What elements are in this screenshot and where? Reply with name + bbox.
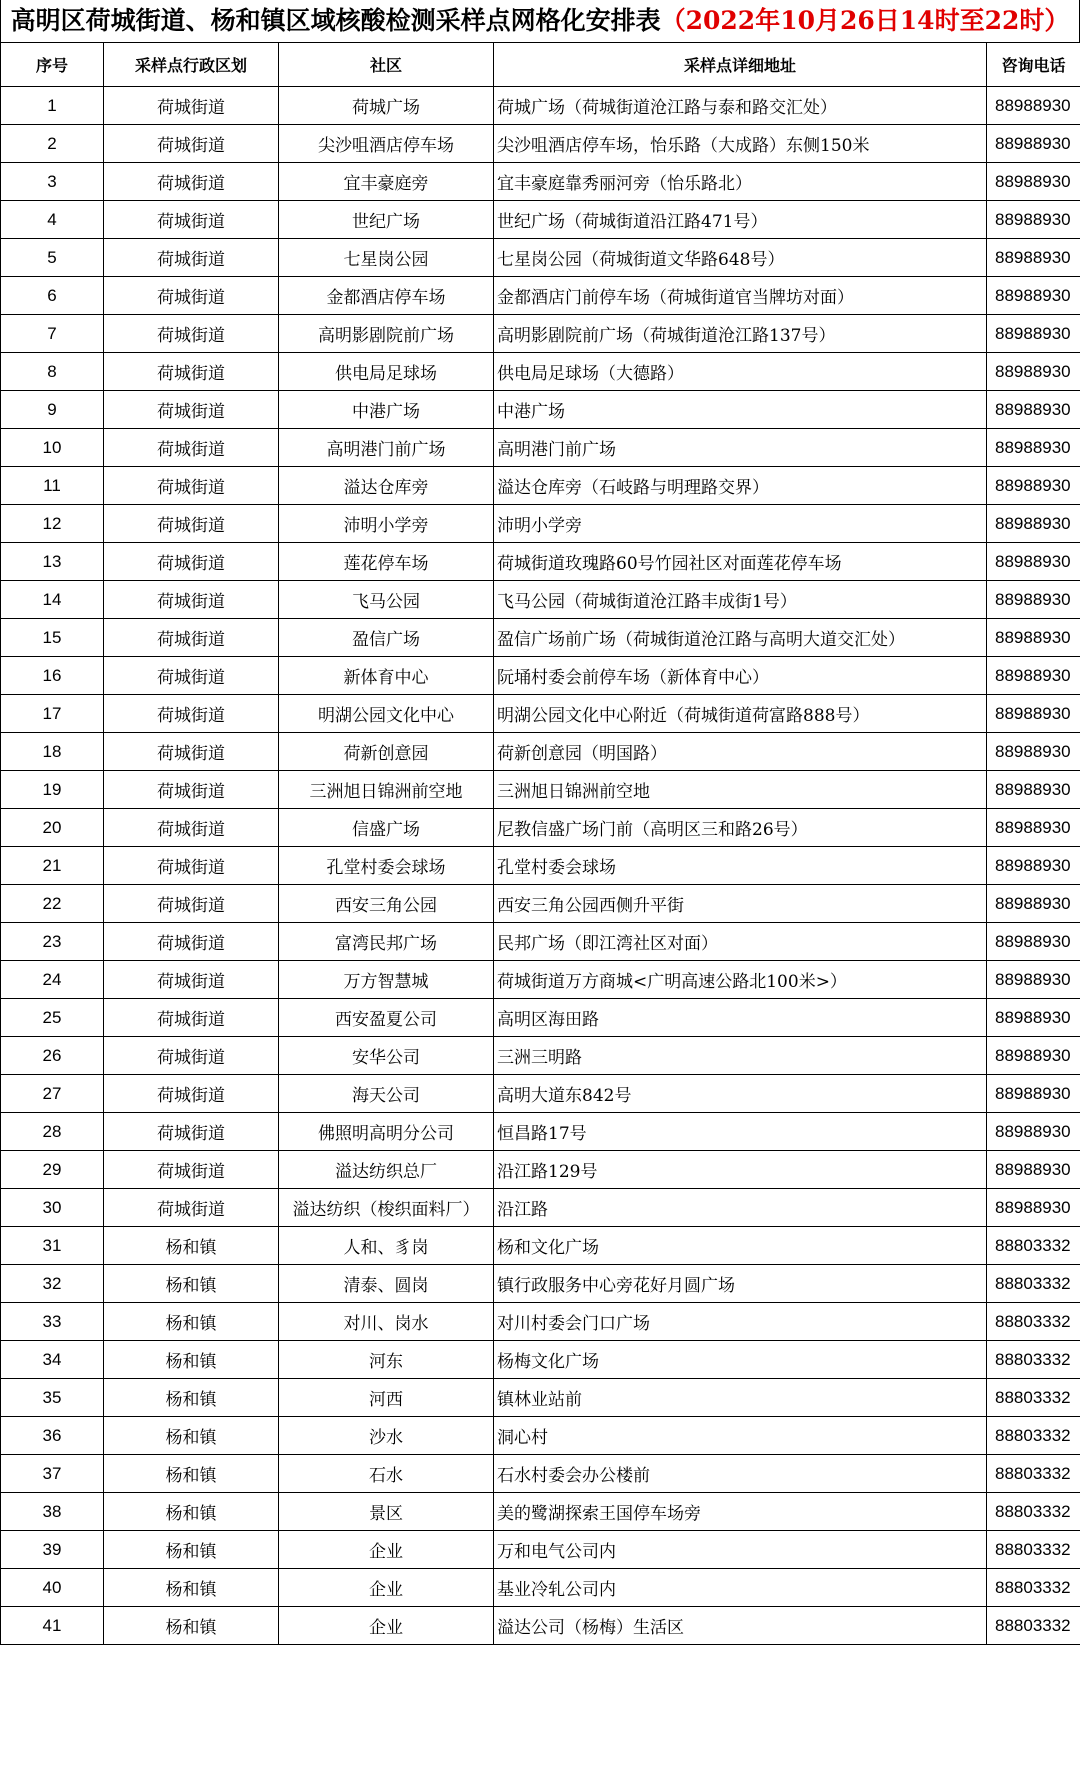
table-row [1, 277, 1080, 315]
row-district: 杨和镇 [104, 1379, 279, 1417]
row-address: 西安三角公园西侧升平街 [494, 885, 987, 923]
row-index: 9 [1, 391, 104, 429]
row-address: 供电局足球场（大德路） [494, 353, 987, 391]
row-address: 溢达仓库旁（石岐路与明理路交界） [494, 467, 987, 505]
row-district: 荷城街道 [104, 125, 279, 163]
row-index: 27 [1, 1075, 104, 1113]
row-index: 37 [1, 1455, 104, 1493]
table-row [1, 239, 1080, 277]
row-district: 荷城街道 [104, 201, 279, 239]
table-row [1, 695, 1080, 733]
row-phone: 88988930 [987, 125, 1080, 163]
row-address: 溢达公司（杨梅）生活区 [494, 1607, 987, 1645]
row-phone: 88988930 [987, 315, 1080, 353]
row-district: 荷城街道 [104, 847, 279, 885]
table-row [1, 1265, 1080, 1303]
row-index: 20 [1, 809, 104, 847]
row-district: 荷城街道 [104, 315, 279, 353]
row-phone: 88988930 [987, 581, 1080, 619]
row-phone: 88988930 [987, 847, 1080, 885]
row-phone: 88803332 [987, 1379, 1080, 1417]
row-address: 高明大道东842号 [494, 1075, 987, 1113]
table-row [1, 657, 1080, 695]
row-address: 民邦广场（即江湾社区对面） [494, 923, 987, 961]
row-address: 美的鹭湖探索王国停车场旁 [494, 1493, 987, 1531]
row-index: 16 [1, 657, 104, 695]
row-community: 荷城广场 [279, 87, 494, 125]
row-phone: 88988930 [987, 657, 1080, 695]
row-index: 31 [1, 1227, 104, 1265]
row-community: 飞马公园 [279, 581, 494, 619]
row-index: 32 [1, 1265, 104, 1303]
header-community: 社区 [279, 43, 494, 87]
table-row [1, 1075, 1080, 1113]
page-title [0, 0, 1080, 42]
row-district: 荷城街道 [104, 277, 279, 315]
row-index: 15 [1, 619, 104, 657]
table-row [1, 733, 1080, 771]
row-phone: 88988930 [987, 1151, 1080, 1189]
row-community: 盈信广场 [279, 619, 494, 657]
table-row [1, 391, 1080, 429]
row-index: 5 [1, 239, 104, 277]
header-district: 采样点行政区划 [104, 43, 279, 87]
table-row [1, 1607, 1080, 1645]
row-index: 41 [1, 1607, 104, 1645]
row-community: 清泰、圆岗 [279, 1265, 494, 1303]
row-community: 富湾民邦广场 [279, 923, 494, 961]
row-phone: 88803332 [987, 1569, 1080, 1607]
row-phone: 88988930 [987, 1189, 1080, 1227]
table-row [1, 1379, 1080, 1417]
table-row [1, 999, 1080, 1037]
row-phone: 88803332 [987, 1265, 1080, 1303]
row-phone: 88988930 [987, 961, 1080, 999]
row-district: 荷城街道 [104, 1037, 279, 1075]
row-address: 尖沙咀酒店停车场，怡乐路（大成路）东侧150米 [494, 125, 987, 163]
row-district: 荷城街道 [104, 1189, 279, 1227]
row-community: 七星岗公园 [279, 239, 494, 277]
row-district: 荷城街道 [104, 961, 279, 999]
row-district: 杨和镇 [104, 1455, 279, 1493]
row-district: 荷城街道 [104, 581, 279, 619]
row-index: 6 [1, 277, 104, 315]
table-row [1, 1569, 1080, 1607]
table-row [1, 543, 1080, 581]
row-community: 孔堂村委会球场 [279, 847, 494, 885]
row-community: 溢达纺织总厂 [279, 1151, 494, 1189]
row-community: 高明影剧院前广场 [279, 315, 494, 353]
row-community: 石水 [279, 1455, 494, 1493]
row-district: 荷城街道 [104, 505, 279, 543]
row-community: 溢达仓库旁 [279, 467, 494, 505]
row-community: 莲花停车场 [279, 543, 494, 581]
row-district: 荷城街道 [104, 429, 279, 467]
row-community: 海天公司 [279, 1075, 494, 1113]
row-address: 七星岗公园（荷城街道文华路648号） [494, 239, 987, 277]
table-row [1, 809, 1080, 847]
row-community: 河西 [279, 1379, 494, 1417]
row-index: 38 [1, 1493, 104, 1531]
row-phone: 88803332 [987, 1531, 1080, 1569]
table-row [1, 505, 1080, 543]
row-index: 33 [1, 1303, 104, 1341]
row-phone: 88803332 [987, 1493, 1080, 1531]
table-row [1, 467, 1080, 505]
row-district: 荷城街道 [104, 1113, 279, 1151]
row-index: 8 [1, 353, 104, 391]
row-community: 万方智慧城 [279, 961, 494, 999]
row-district: 荷城街道 [104, 733, 279, 771]
row-district: 荷城街道 [104, 809, 279, 847]
row-address: 阮埇村委会前停车场（新体育中心） [494, 657, 987, 695]
row-phone: 88988930 [987, 543, 1080, 581]
row-community: 高明港门前广场 [279, 429, 494, 467]
row-phone: 88803332 [987, 1341, 1080, 1379]
row-index: 1 [1, 87, 104, 125]
table-row [1, 1151, 1080, 1189]
row-index: 17 [1, 695, 104, 733]
row-phone: 88988930 [987, 771, 1080, 809]
table-row [1, 1455, 1080, 1493]
row-district: 荷城街道 [104, 543, 279, 581]
row-district: 荷城街道 [104, 923, 279, 961]
row-community: 人和、豸岗 [279, 1227, 494, 1265]
table-row [1, 353, 1080, 391]
table-row [1, 87, 1080, 125]
row-phone: 88988930 [987, 467, 1080, 505]
table-row [1, 315, 1080, 353]
row-phone: 88988930 [987, 505, 1080, 543]
row-district: 杨和镇 [104, 1227, 279, 1265]
row-district: 荷城街道 [104, 619, 279, 657]
row-index: 36 [1, 1417, 104, 1455]
row-phone: 88988930 [987, 163, 1080, 201]
row-address: 盈信广场前广场（荷城街道沧江路与高明大道交汇处） [494, 619, 987, 657]
row-address: 高明港门前广场 [494, 429, 987, 467]
row-index: 34 [1, 1341, 104, 1379]
row-index: 11 [1, 467, 104, 505]
row-address: 洞心村 [494, 1417, 987, 1455]
row-district: 荷城街道 [104, 771, 279, 809]
row-phone: 88988930 [987, 277, 1080, 315]
row-address: 荷城街道玫瑰路60号竹园社区对面莲花停车场 [494, 543, 987, 581]
table-row [1, 1037, 1080, 1075]
row-district: 杨和镇 [104, 1265, 279, 1303]
row-address: 荷城广场（荷城街道沧江路与泰和路交汇处） [494, 87, 987, 125]
row-index: 10 [1, 429, 104, 467]
row-index: 3 [1, 163, 104, 201]
row-community: 安华公司 [279, 1037, 494, 1075]
row-phone: 88988930 [987, 1037, 1080, 1075]
row-index: 29 [1, 1151, 104, 1189]
row-index: 30 [1, 1189, 104, 1227]
row-address: 恒昌路17号 [494, 1113, 987, 1151]
table-row [1, 201, 1080, 239]
row-phone: 88988930 [987, 619, 1080, 657]
row-phone: 88988930 [987, 87, 1080, 125]
row-community: 明湖公园文化中心 [279, 695, 494, 733]
row-index: 7 [1, 315, 104, 353]
row-phone: 88988930 [987, 885, 1080, 923]
table-row [1, 1417, 1080, 1455]
row-address: 基业冷轧公司内 [494, 1569, 987, 1607]
row-address: 荷城街道万方商城<广明高速公路北100米>） [494, 961, 987, 999]
row-address: 尼教信盛广场门前（高明区三和路26号） [494, 809, 987, 847]
table-row [1, 125, 1080, 163]
row-district: 杨和镇 [104, 1607, 279, 1645]
row-phone: 88803332 [987, 1607, 1080, 1645]
row-community: 宜丰豪庭旁 [279, 163, 494, 201]
row-community: 企业 [279, 1607, 494, 1645]
row-address: 沿江路129号 [494, 1151, 987, 1189]
table-row [1, 1113, 1080, 1151]
row-district: 荷城街道 [104, 353, 279, 391]
row-index: 12 [1, 505, 104, 543]
row-address: 明湖公园文化中心附近（荷城街道荷富路888号） [494, 695, 987, 733]
row-index: 26 [1, 1037, 104, 1075]
row-community: 金都酒店停车场 [279, 277, 494, 315]
row-community: 信盛广场 [279, 809, 494, 847]
row-phone: 88988930 [987, 429, 1080, 467]
row-community: 尖沙咀酒店停车场 [279, 125, 494, 163]
row-address: 孔堂村委会球场 [494, 847, 987, 885]
row-index: 13 [1, 543, 104, 581]
row-address: 杨梅文化广场 [494, 1341, 987, 1379]
table-row [1, 1303, 1080, 1341]
row-community: 荷新创意园 [279, 733, 494, 771]
table-row [1, 1227, 1080, 1265]
row-index: 28 [1, 1113, 104, 1151]
row-address: 高明区海田路 [494, 999, 987, 1037]
row-district: 荷城街道 [104, 1075, 279, 1113]
row-community: 西安三角公园 [279, 885, 494, 923]
row-index: 40 [1, 1569, 104, 1607]
row-community: 西安盈夏公司 [279, 999, 494, 1037]
row-phone: 88988930 [987, 239, 1080, 277]
row-index: 2 [1, 125, 104, 163]
row-phone: 88988930 [987, 1075, 1080, 1113]
row-phone: 88988930 [987, 391, 1080, 429]
header-index: 序号 [1, 43, 104, 87]
row-community: 佛照明高明分公司 [279, 1113, 494, 1151]
row-community: 河东 [279, 1341, 494, 1379]
row-district: 荷城街道 [104, 239, 279, 277]
row-phone: 88988930 [987, 999, 1080, 1037]
row-district: 荷城街道 [104, 999, 279, 1037]
row-address: 飞马公园（荷城街道沧江路丰成街1号） [494, 581, 987, 619]
row-address: 世纪广场（荷城街道沿江路471号） [494, 201, 987, 239]
row-district: 荷城街道 [104, 657, 279, 695]
table-row [1, 1493, 1080, 1531]
row-index: 39 [1, 1531, 104, 1569]
row-phone: 88803332 [987, 1455, 1080, 1493]
row-district: 杨和镇 [104, 1569, 279, 1607]
row-index: 21 [1, 847, 104, 885]
row-community: 新体育中心 [279, 657, 494, 695]
row-community: 供电局足球场 [279, 353, 494, 391]
row-district: 杨和镇 [104, 1303, 279, 1341]
table-row [1, 429, 1080, 467]
row-phone: 88988930 [987, 809, 1080, 847]
row-community: 沙水 [279, 1417, 494, 1455]
row-address: 石水村委会办公楼前 [494, 1455, 987, 1493]
row-address: 高明影剧院前广场（荷城街道沧江路137号） [494, 315, 987, 353]
table-row [1, 163, 1080, 201]
row-address: 镇林业站前 [494, 1379, 987, 1417]
row-phone: 88988930 [987, 1113, 1080, 1151]
row-index: 25 [1, 999, 104, 1037]
row-community: 沛明小学旁 [279, 505, 494, 543]
row-phone: 88988930 [987, 201, 1080, 239]
row-district: 杨和镇 [104, 1493, 279, 1531]
header-address: 采样点详细地址 [494, 43, 987, 87]
table-row [1, 771, 1080, 809]
row-district: 杨和镇 [104, 1341, 279, 1379]
row-district: 荷城街道 [104, 391, 279, 429]
row-address: 宜丰豪庭靠秀丽河旁（怡乐路北） [494, 163, 987, 201]
row-index: 19 [1, 771, 104, 809]
sampling-site-table [0, 42, 1080, 1645]
row-phone: 88803332 [987, 1303, 1080, 1341]
row-district: 荷城街道 [104, 163, 279, 201]
row-district: 荷城街道 [104, 885, 279, 923]
row-address: 镇行政服务中心旁花好月圆广场 [494, 1265, 987, 1303]
table-row [1, 885, 1080, 923]
row-address: 三洲旭日锦洲前空地 [494, 771, 987, 809]
row-district: 荷城街道 [104, 467, 279, 505]
row-community: 三洲旭日锦洲前空地 [279, 771, 494, 809]
row-phone: 88988930 [987, 923, 1080, 961]
row-district: 荷城街道 [104, 87, 279, 125]
row-community: 对川、岗水 [279, 1303, 494, 1341]
row-phone: 88988930 [987, 353, 1080, 391]
row-district: 杨和镇 [104, 1417, 279, 1455]
row-district: 荷城街道 [104, 1151, 279, 1189]
row-address: 中港广场 [494, 391, 987, 429]
header-phone: 咨询电话 [987, 43, 1080, 87]
table-row [1, 581, 1080, 619]
table-row [1, 847, 1080, 885]
row-community: 企业 [279, 1531, 494, 1569]
row-address: 三洲三明路 [494, 1037, 987, 1075]
row-index: 18 [1, 733, 104, 771]
row-district: 杨和镇 [104, 1531, 279, 1569]
row-index: 24 [1, 961, 104, 999]
table-row [1, 961, 1080, 999]
row-community: 景区 [279, 1493, 494, 1531]
table-row [1, 1341, 1080, 1379]
row-address: 沛明小学旁 [494, 505, 987, 543]
row-phone: 88988930 [987, 733, 1080, 771]
row-address: 金都酒店门前停车场（荷城街道官当牌坊对面） [494, 277, 987, 315]
row-index: 4 [1, 201, 104, 239]
row-community: 溢达纺织（梭织面料厂） [279, 1189, 494, 1227]
row-phone: 88803332 [987, 1417, 1080, 1455]
row-index: 14 [1, 581, 104, 619]
row-phone: 88988930 [987, 695, 1080, 733]
row-address: 荷新创意园（明国路） [494, 733, 987, 771]
title-main: 高明区荷城街道、杨和镇区域核酸检测采样点网格化安排表 [10, 6, 661, 35]
row-index: 23 [1, 923, 104, 961]
table-row [1, 1189, 1080, 1227]
row-community: 世纪广场 [279, 201, 494, 239]
title-time-range: （2022年10月26日14时至22时） [660, 6, 1070, 35]
row-address: 对川村委会门口广场 [494, 1303, 987, 1341]
row-address: 万和电气公司内 [494, 1531, 987, 1569]
table-body [1, 87, 1080, 1645]
table-row [1, 1531, 1080, 1569]
row-index: 35 [1, 1379, 104, 1417]
table-header-row [1, 43, 1080, 87]
table-row [1, 619, 1080, 657]
row-index: 22 [1, 885, 104, 923]
table-row [1, 923, 1080, 961]
row-community: 企业 [279, 1569, 494, 1607]
row-district: 荷城街道 [104, 695, 279, 733]
row-address: 沿江路 [494, 1189, 987, 1227]
row-address: 杨和文化广场 [494, 1227, 987, 1265]
row-phone: 88803332 [987, 1227, 1080, 1265]
row-community: 中港广场 [279, 391, 494, 429]
